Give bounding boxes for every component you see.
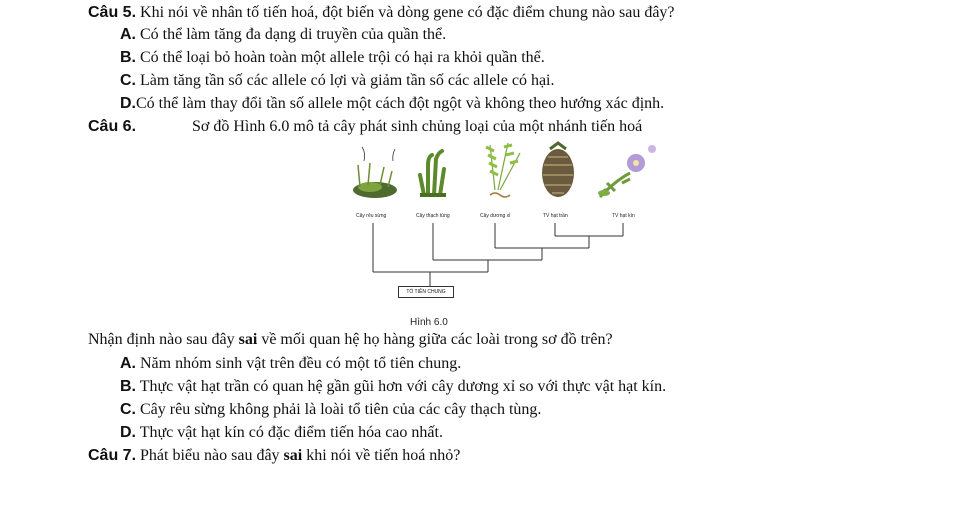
phylogenetic-tree-figure xyxy=(340,135,670,305)
question-5-option-b[interactable] xyxy=(120,48,545,68)
question-6-option-c[interactable] xyxy=(120,400,541,420)
option-text: Có thể làm tăng đa dạng di truyền của quần thể. xyxy=(140,26,447,43)
option-letter: D. xyxy=(120,424,136,441)
tree-branches xyxy=(373,223,623,286)
pine-cone-illustration xyxy=(542,143,574,197)
option-text: Cây rêu sừng không phải là loài tổ tiên của các cây thạch tùng. xyxy=(140,401,542,418)
prompt-text-pre: Nhận định nào sau đây xyxy=(88,331,239,348)
question-7-stem xyxy=(88,446,460,466)
question-5-text: Khi nói về nhân tố tiến hoá, đột biến và dòng gene có đặc điểm chung nào sau đây? xyxy=(140,4,675,21)
question-7-text-bold: sai xyxy=(283,447,303,464)
question-6-stem xyxy=(88,117,642,137)
option-text: Có thể loại bỏ hoàn toàn một allele trội có hại ra khỏi quần thể. xyxy=(140,49,545,66)
question-5-stem xyxy=(88,3,675,23)
question-6-text: Sơ đồ Hình 6.0 mô tả cây phát sinh chủng loại của một nhánh tiến hoá xyxy=(192,118,643,135)
fern-illustration xyxy=(486,143,520,197)
question-6-option-d[interactable] xyxy=(120,423,443,443)
hornwort-illustration xyxy=(353,147,397,198)
option-letter: B. xyxy=(120,49,136,66)
option-text: Năm nhóm sinh vật trên đều có một tổ tiên chung. xyxy=(140,355,462,372)
prompt-text-post: về mối quan hệ họ hàng giữa các loài trong sơ đồ trên? xyxy=(257,331,613,348)
phylogenetic-tree-diagram xyxy=(340,135,670,305)
option-letter: A. xyxy=(120,355,136,372)
question-5-option-d[interactable] xyxy=(120,94,664,114)
option-text: Thực vật hạt kín có đặc điểm tiến hóa cao nhất. xyxy=(139,424,443,441)
option-text: Có thể làm thay đổi tần số allele một cách đột ngột và không theo hướng xác định. xyxy=(136,95,665,112)
option-text: Thực vật hạt trần có quan hệ gần gũi hơn với cây dương xỉ so với thực vật hạt kín. xyxy=(139,378,667,395)
question-5-label: Câu 5. xyxy=(88,4,137,21)
question-5-option-a[interactable] xyxy=(120,25,446,45)
question-7-text-pre: Phát biểu nào sau đây xyxy=(140,447,284,464)
group-label-angiosperm: TV hạt kín xyxy=(612,213,635,219)
clubmoss-illustration xyxy=(420,151,446,197)
group-label-gymnosperm: TV hạt trần xyxy=(543,213,568,219)
flowering-plant-illustration xyxy=(598,145,656,197)
common-ancestor-box: TỔ TIÊN CHUNG xyxy=(398,286,454,298)
group-label-hornwort: Cây rêu sừng xyxy=(356,213,387,219)
question-7-text-post: khi nói về tiến hoá nhỏ? xyxy=(302,447,461,464)
option-letter: B. xyxy=(120,378,136,395)
option-letter: D. xyxy=(120,95,136,112)
group-label-clubmoss: Cây thạch tùng xyxy=(416,213,450,219)
option-letter: C. xyxy=(120,401,136,418)
question-6-option-a[interactable] xyxy=(120,354,461,374)
question-6-prompt xyxy=(88,330,613,350)
question-6-option-b[interactable] xyxy=(120,377,666,397)
option-text: Làm tăng tần số các allele có lợi và giảm tần số các allele có hại. xyxy=(140,72,555,89)
prompt-text-bold: sai xyxy=(238,331,258,348)
option-letter: C. xyxy=(120,72,136,89)
question-6-label: Câu 6. xyxy=(88,118,137,135)
group-label-fern: Cây dương xỉ xyxy=(480,213,511,219)
option-letter: A. xyxy=(120,26,136,43)
question-7-label: Câu 7. xyxy=(88,447,137,464)
question-5-option-c[interactable] xyxy=(120,71,555,91)
figure-caption: Hình 6.0 xyxy=(410,317,448,328)
